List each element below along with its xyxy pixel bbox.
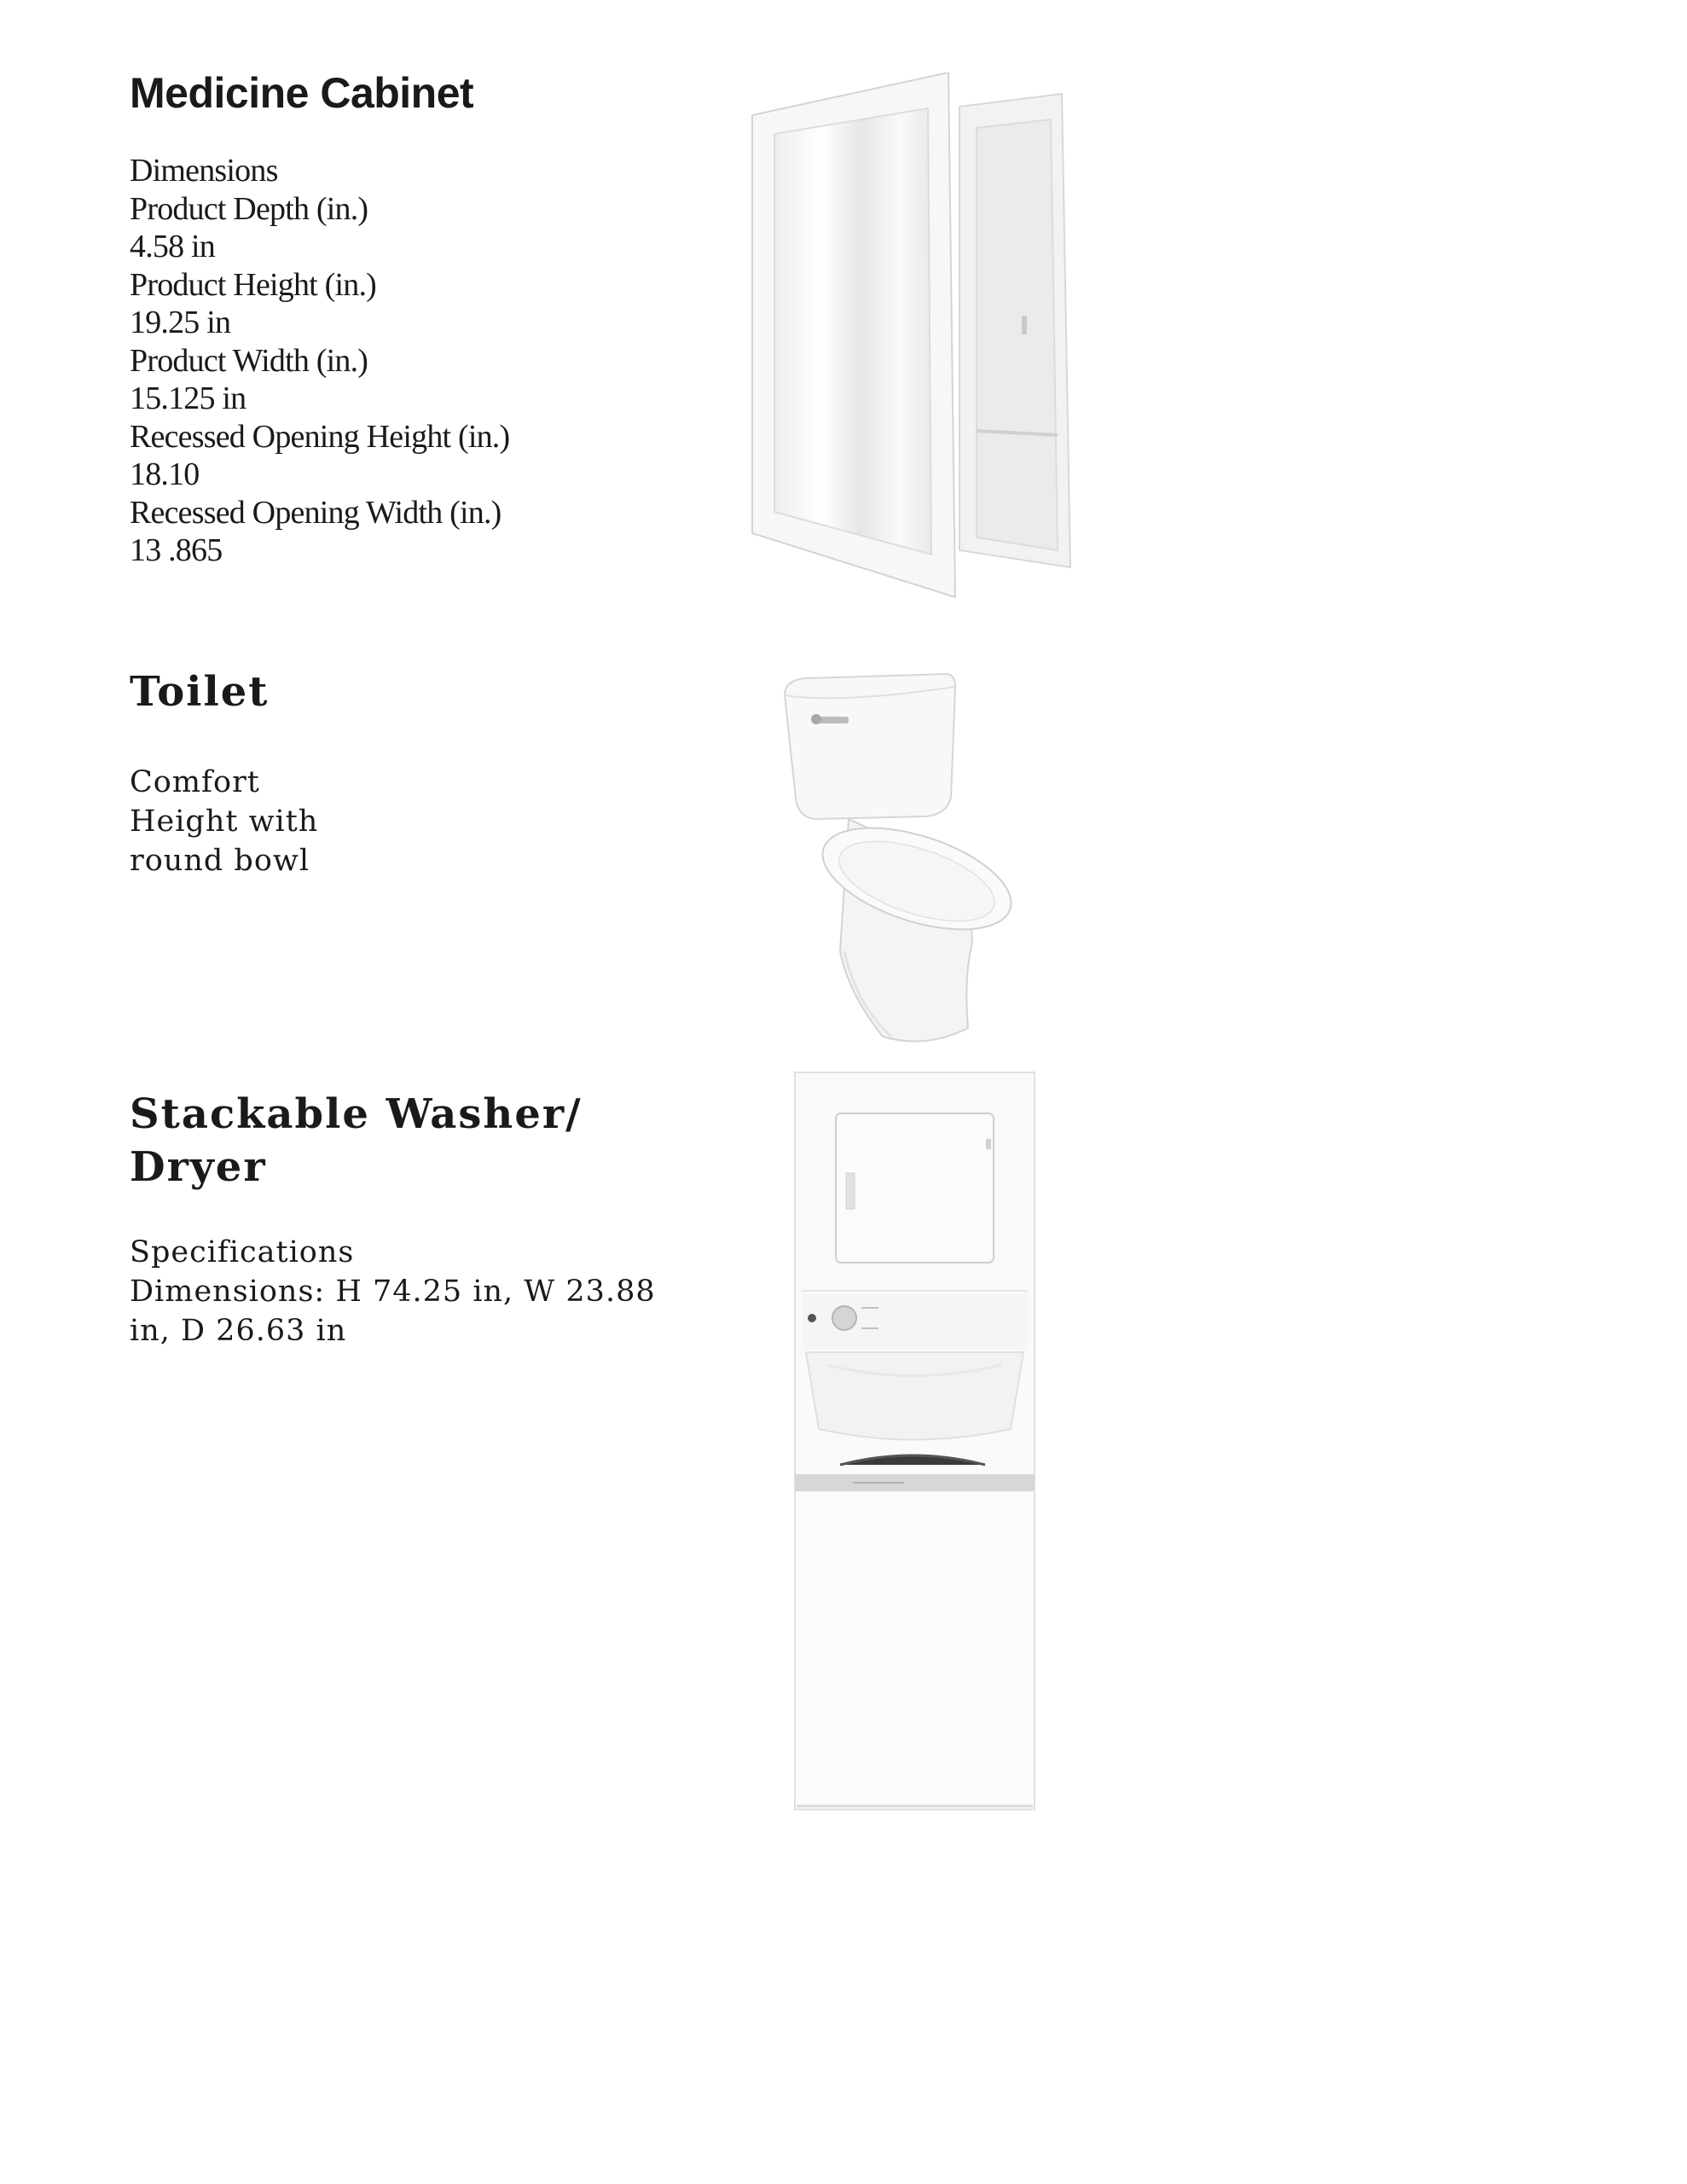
spec-line: 4.58 in <box>130 229 215 264</box>
spec-line: Recessed Opening Width (in.) <box>130 494 501 531</box>
spec-line: Product Depth (in.) <box>130 190 368 227</box>
washer-dryer-specs <box>130 1233 656 1350</box>
medicine-cabinet-specs <box>130 152 509 570</box>
spec-line: 19.25 in <box>130 305 231 340</box>
spec-line: Dimensions <box>130 153 278 189</box>
spec-line: Dimensions: H 74.25 in, W 23.88 <box>130 1275 656 1309</box>
spec-line: Specifications <box>130 1235 355 1269</box>
spec-line: in, D 26.63 in <box>130 1314 347 1348</box>
spec-line: Product Width (in.) <box>130 342 368 379</box>
washer-dryer-image <box>793 1071 1036 1813</box>
spec-line: 18.10 <box>130 456 200 492</box>
spec-line: 13 .865 <box>130 532 223 568</box>
toilet-image <box>780 670 1036 1045</box>
title-line: Dryer <box>130 1143 267 1191</box>
toilet-title: Toilet <box>130 668 270 716</box>
washer-dryer-title <box>130 1088 656 1194</box>
medicine-cabinet-image <box>751 73 1092 601</box>
title-line: Stackable Washer/ <box>130 1090 583 1138</box>
toilet-description <box>130 763 318 880</box>
spec-line: Product Height (in.) <box>130 266 377 303</box>
description-line: round bowl <box>130 844 310 878</box>
spec-line: Recessed Opening Height (in.) <box>130 418 510 455</box>
medicine-cabinet-section <box>130 68 509 570</box>
description-line: Height with <box>130 804 319 839</box>
toilet-section <box>130 665 318 880</box>
medicine-cabinet-title: Medicine Cabinet <box>130 69 474 117</box>
washer-dryer-section <box>130 1088 656 1350</box>
spec-line: 15.125 in <box>130 380 246 416</box>
description-line: Comfort <box>130 765 260 799</box>
